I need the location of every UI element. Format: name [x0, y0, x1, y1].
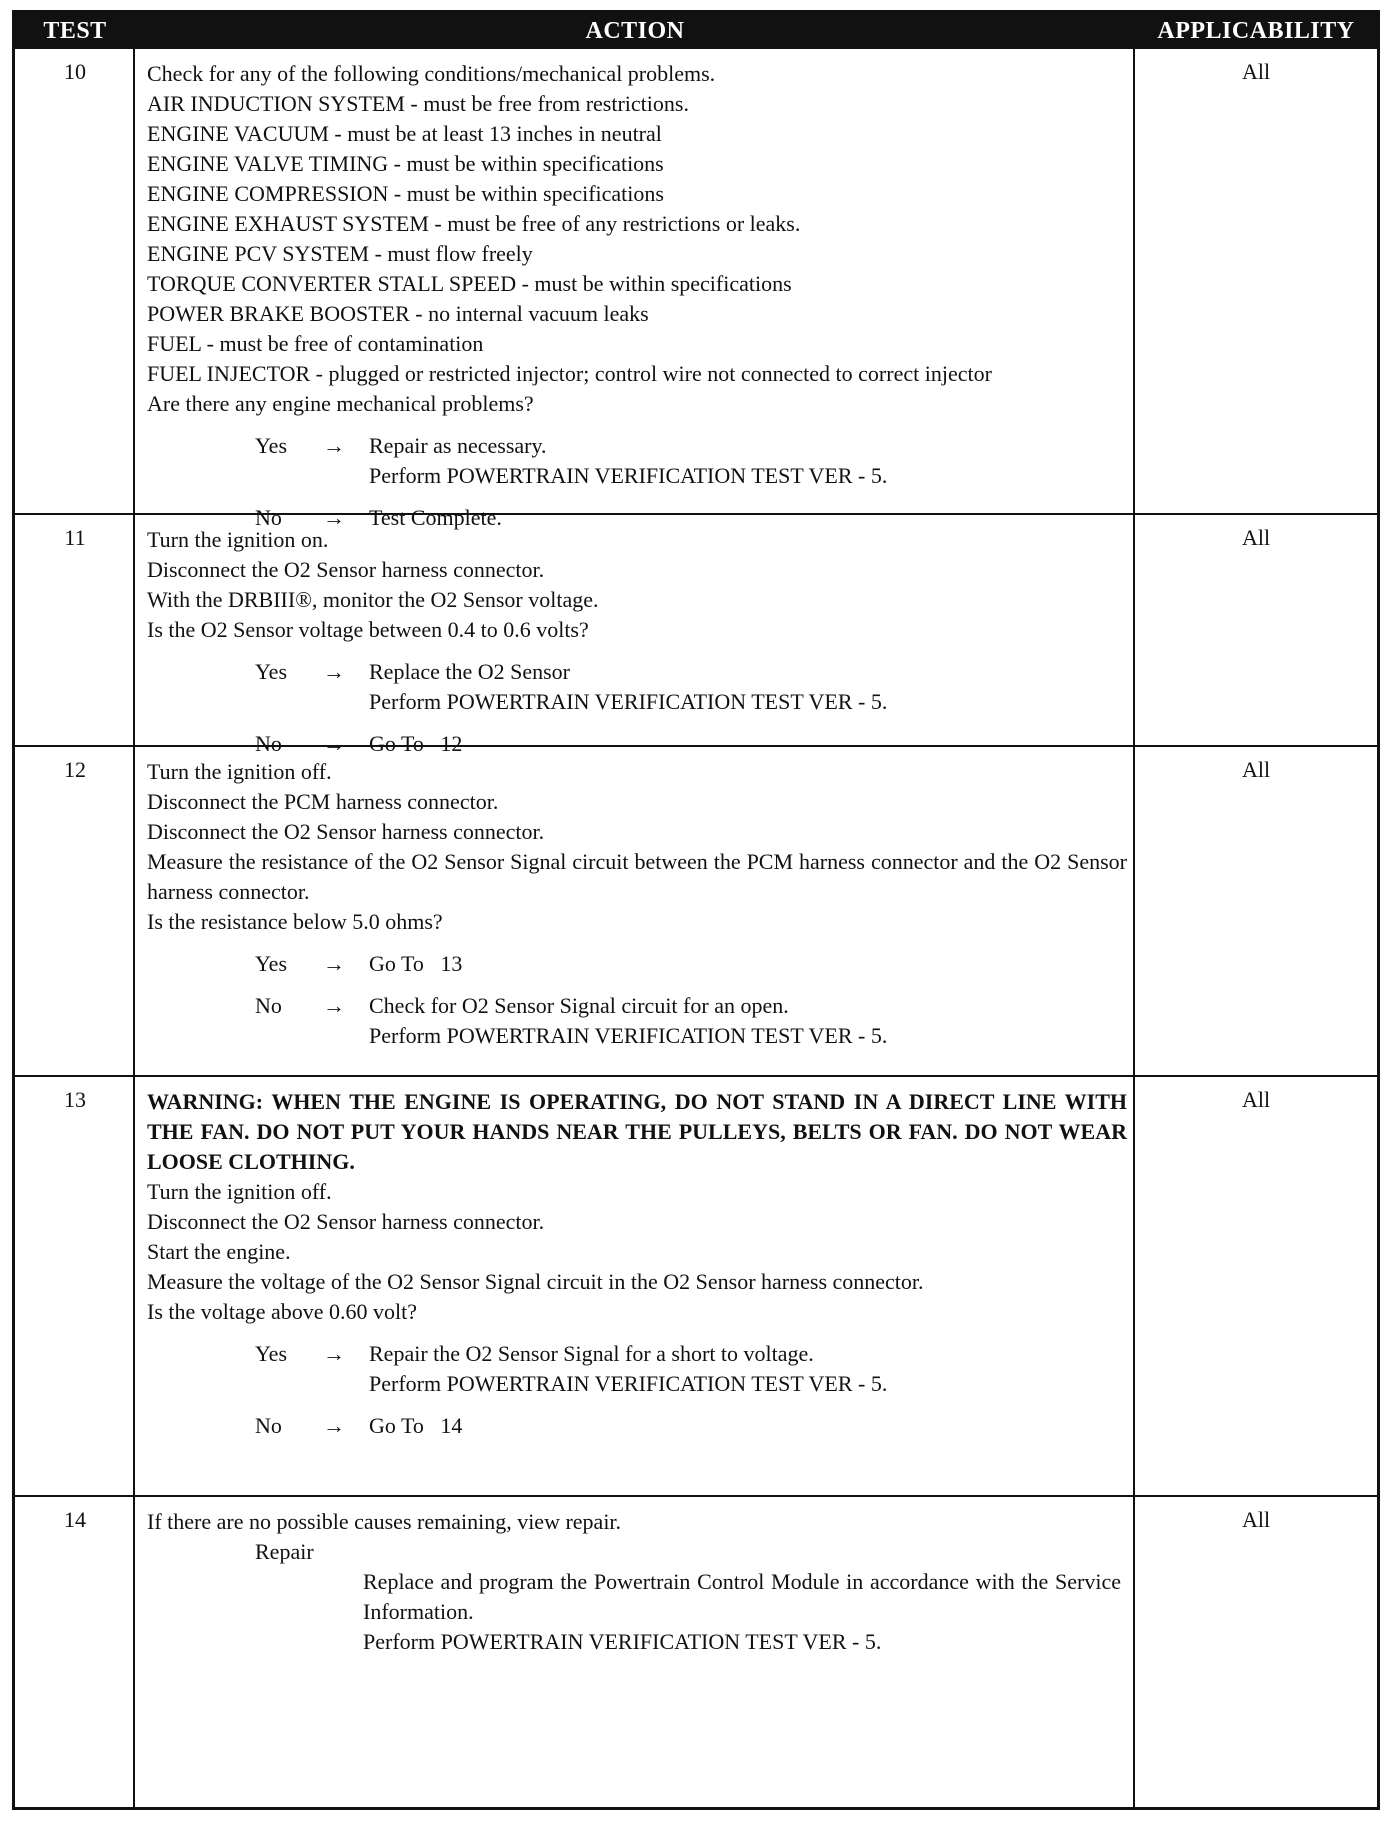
repair-text: Replace and program the Powertrain Control Module in accordance with the Service Information. [363, 1569, 1121, 1624]
yes-label: Yes [255, 659, 288, 684]
yes-text: Replace the O2 Sensor [369, 659, 570, 684]
yes-label: Yes [255, 433, 288, 458]
arrow-icon: → [323, 505, 345, 530]
applicability: All [1241, 59, 1271, 84]
applicability: All [1241, 525, 1271, 550]
yes-branch [147, 431, 1127, 461]
arrow-icon: → [323, 993, 345, 1018]
yes-text: Go To 13 [369, 951, 463, 976]
action-question: Are there any engine mechanical problems? [147, 391, 534, 416]
action-line: ENGINE EXHAUST SYSTEM - must be free of any restrictions or leaks. [147, 211, 801, 236]
test-number: 11 [64, 525, 86, 550]
action-line: Disconnect the O2 Sensor harness connector. [147, 557, 545, 582]
no-text: Test Complete. [369, 505, 502, 530]
action-line: AIR INDUCTION SYSTEM - must be free from restrictions. [147, 91, 689, 116]
arrow-icon: → [323, 433, 345, 458]
yes-text: Repair as necessary. [369, 433, 547, 458]
no-label: No [255, 505, 282, 530]
action-question: If there are no possible causes remaining, view repair. [147, 1509, 622, 1534]
applicability: All [1241, 1087, 1271, 1112]
action-cell [147, 1077, 1127, 1441]
action-line: Disconnect the PCM harness connector. [147, 789, 499, 814]
yes-label: Yes [255, 951, 288, 976]
action-line: Turn the ignition on. [147, 527, 329, 552]
arrow-icon: → [323, 659, 345, 684]
action-line: ENGINE VACUUM - must be at least 13 inches in neutral [147, 121, 662, 146]
no-text-continued: Perform POWERTRAIN VERIFICATION TEST VER - 5. [369, 1023, 888, 1048]
action-cell [147, 1497, 1127, 1657]
action-question: Is the O2 Sensor voltage between 0.4 to 0.6 volts? [147, 617, 589, 642]
action-question: Is the voltage above 0.60 volt? [147, 1299, 418, 1324]
action-line: Start the engine. [147, 1239, 291, 1264]
action-cell [147, 49, 1127, 533]
header-action: ACTION [585, 18, 685, 44]
table-row [15, 1075, 1377, 1497]
action-line: FUEL - must be free of contamination [147, 331, 484, 356]
no-label: No [255, 731, 282, 756]
action-line: Turn the ignition off. [147, 759, 332, 784]
test-number: 14 [64, 1507, 86, 1532]
applicability: All [1241, 1507, 1271, 1532]
action-line: ENGINE COMPRESSION - must be within specifications [147, 181, 664, 206]
action-line: FUEL INJECTOR - plugged or restricted injector; control wire not connected to correct injector [147, 361, 992, 386]
table-row [15, 745, 1377, 1077]
action-line: Disconnect the O2 Sensor harness connector. [147, 819, 545, 844]
yes-text-continued: Perform POWERTRAIN VERIFICATION TEST VER - 5. [369, 689, 888, 714]
action-question: Is the resistance below 5.0 ohms? [147, 909, 443, 934]
table-row [15, 513, 1377, 756]
no-text: Go To 12 [369, 731, 463, 756]
action-line: ENGINE VALVE TIMING - must be within specifications [147, 151, 664, 176]
action-line: TORQUE CONVERTER STALL SPEED - must be within specifications [147, 271, 792, 296]
no-branch [147, 1411, 1127, 1441]
yes-branch [147, 949, 1127, 979]
action-line: Measure the resistance of the O2 Sensor Signal circuit between the PCM harness connector and the O2 Sensor harness connector. [147, 849, 1127, 904]
yes-label: Yes [255, 1341, 288, 1366]
no-label: No [255, 1413, 282, 1438]
test-number: 12 [64, 757, 86, 782]
arrow-icon: → [323, 1341, 345, 1366]
action-line: Measure the voltage of the O2 Sensor Signal circuit in the O2 Sensor harness connector. [147, 1269, 924, 1294]
warning-text: WARNING: WHEN THE ENGINE IS OPERATING, DO NOT STAND IN A DIRECT LINE WITH THE FAN. DO NOT PUT YOUR HANDS NEAR THE PULLEYS, BELTS OR FAN. DO NOT WEAR LOOSE CLOTHING. [147, 1089, 1127, 1174]
arrow-icon: → [323, 951, 345, 976]
diagnostic-table [12, 10, 1380, 1810]
yes-text-continued: Perform POWERTRAIN VERIFICATION TEST VER - 5. [369, 1371, 888, 1396]
applicability: All [1241, 757, 1271, 782]
arrow-icon: → [323, 1413, 345, 1438]
action-cell [147, 515, 1127, 759]
yes-text: Repair the O2 Sensor Signal for a short to voltage. [369, 1341, 814, 1366]
no-text: Go To 14 [369, 1413, 463, 1438]
no-branch [147, 991, 1127, 1021]
arrow-icon: → [323, 731, 345, 756]
test-number: 13 [64, 1087, 86, 1112]
header-applicability: APPLICABILITY [1157, 18, 1355, 44]
table-header [15, 13, 1377, 49]
action-line: ENGINE PCV SYSTEM - must flow freely [147, 241, 533, 266]
header-test: TEST [43, 18, 107, 44]
test-number: 10 [64, 59, 86, 84]
yes-branch [147, 657, 1127, 687]
no-text: Check for O2 Sensor Signal circuit for an open. [369, 993, 789, 1018]
table-row [15, 49, 1377, 530]
yes-text-continued: Perform POWERTRAIN VERIFICATION TEST VER - 5. [369, 463, 888, 488]
action-line: Disconnect the O2 Sensor harness connector. [147, 1209, 545, 1234]
action-line: Turn the ignition off. [147, 1179, 332, 1204]
action-line: With the DRBIII®, monitor the O2 Sensor voltage. [147, 587, 599, 612]
repair-label: Repair [255, 1539, 314, 1564]
yes-branch [147, 1339, 1127, 1369]
action-line: POWER BRAKE BOOSTER - no internal vacuum leaks [147, 301, 649, 326]
action-cell [147, 747, 1127, 1051]
action-line: Check for any of the following conditions/mechanical problems. [147, 61, 716, 86]
no-label: No [255, 993, 282, 1018]
repair-text-continued: Perform POWERTRAIN VERIFICATION TEST VER - 5. [363, 1629, 882, 1654]
table-row [15, 1495, 1377, 1809]
